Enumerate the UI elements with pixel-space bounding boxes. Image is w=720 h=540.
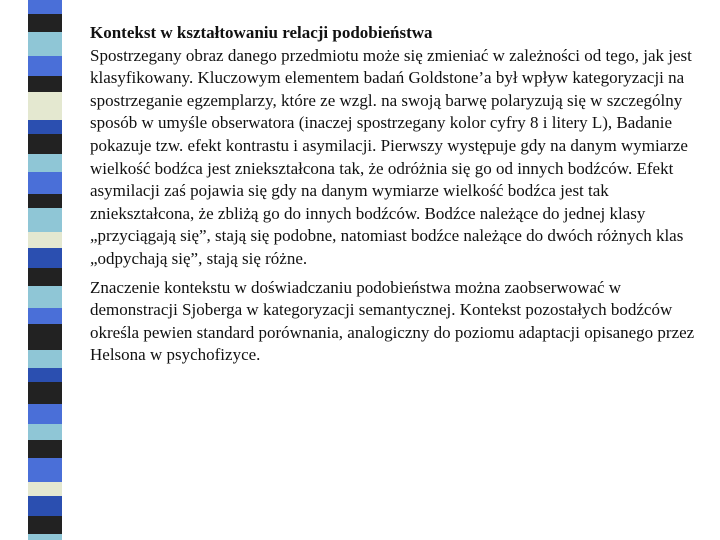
slide-content xyxy=(90,22,710,367)
stripe-block xyxy=(28,32,62,56)
stripe-block xyxy=(28,324,62,350)
stripe-block xyxy=(28,0,62,14)
stripe-block xyxy=(28,92,62,120)
stripe-block xyxy=(28,286,62,308)
stripe-block xyxy=(28,76,62,92)
stripe-block xyxy=(28,268,62,286)
stripe-block xyxy=(28,134,62,154)
stripe-block xyxy=(28,308,62,324)
stripe-block xyxy=(28,120,62,134)
stripe-block xyxy=(28,172,62,194)
stripe-block xyxy=(28,14,62,32)
stripe-block xyxy=(28,194,62,208)
stripe-block xyxy=(28,56,62,76)
stripe-block xyxy=(28,482,62,496)
stripe-block xyxy=(28,232,62,248)
slide-title: Kontekst w kształtowaniu relacji podobieństwa xyxy=(90,23,433,42)
paragraph-sjoberg: Znaczenie kontekstu w doświadczaniu podobieństwa można zaobserwować w demonstracji Sjoberga w kategoryzacji semantycznej. Kontekst pozostałych bodźców określa pewien standard porównania, analogiczny do poziomu adaptacji opisanego przez Helsona w psychofizyce. xyxy=(90,277,695,365)
decorative-stripe xyxy=(28,0,62,540)
stripe-block xyxy=(28,208,62,232)
stripe-block xyxy=(28,440,62,458)
stripe-block xyxy=(28,534,62,540)
stripe-block xyxy=(28,458,62,482)
stripe-block xyxy=(28,248,62,268)
paragraph-goldstone: Spostrzegany obraz danego przedmiotu może się zmieniać w zależności od tego, jak jest klasyfikowany. Kluczowym elementem badań Goldstone’a był wpływ kategoryzacji na spostrzeganie egzemplarzy, które ze wzgl. na swoją barwę polaryzują się w szczególny sposób w umyśle obserwatora (inaczej spostrzegany kolor cyfry 8 i litery L), Badanie pokazuje tzw. efekt kontrastu i asymilacji. Pierwszy występuje gdy na danym wymiarze wielkość bodźca jest zniekształcona tak, że odróżnia się go od innych bodźców. Efekt asymilacji zaś pojawia się gdy na danym wymiarze wielkość bodźca jest tak zniekształcona, że zbliżą go do innych bodźców. Bodźce należące do jednej klasy „przyciągają się”, stają się podobne, natomiast bodźce należące do dwóch różnych klas „odpychają się”, stają się różne. xyxy=(90,45,692,268)
stripe-block xyxy=(28,368,62,382)
stripe-block xyxy=(28,424,62,440)
stripe-block xyxy=(28,382,62,404)
stripe-block xyxy=(28,404,62,424)
stripe-block xyxy=(28,516,62,534)
stripe-block xyxy=(28,350,62,368)
stripe-block xyxy=(28,496,62,516)
stripe-block xyxy=(28,154,62,172)
